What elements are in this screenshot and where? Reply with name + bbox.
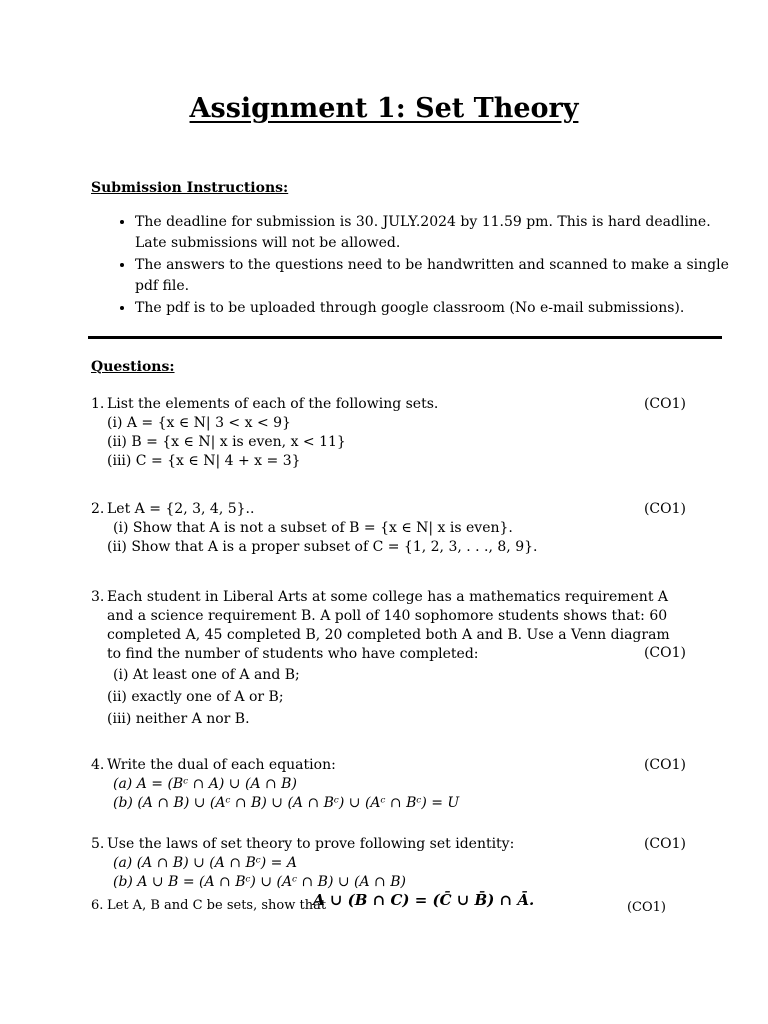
question-5: [91, 835, 686, 892]
question-text: Let A, B and C be sets, show that: [107, 898, 327, 913]
question-text: Write the dual of each equation:: [107, 757, 336, 773]
question-part: (iii) C = {x ∈ N| 4 + x = 3}: [107, 453, 301, 469]
question-number: 5.: [91, 836, 105, 852]
question-text: List the elements of each of the following sets.: [107, 396, 439, 412]
course-outcome-label: (CO1): [643, 501, 686, 517]
instruction-item: • The pdf is to be uploaded through google classroom (No e-mail submissions).: [135, 298, 735, 319]
submission-instructions-list: [91, 212, 735, 320]
section-divider: [88, 336, 722, 339]
course-outcome-label: (CO1): [643, 836, 686, 852]
question-part: (ii) exactly one of A or B;: [107, 689, 284, 705]
question-part: (i) Show that A is not a subset of B = {x ∈ N| x is even}.: [113, 520, 513, 536]
question-number: 6.: [91, 898, 104, 913]
course-outcome-label: (CO1): [643, 757, 686, 773]
question-4: [91, 756, 686, 813]
question-number: 1.: [91, 396, 105, 412]
question-1: [91, 395, 686, 471]
question-part: (i) At least one of A and B;: [113, 667, 300, 683]
question-text: Use the laws of set theory to prove following set identity:: [107, 836, 515, 852]
question-number: 4.: [91, 757, 105, 773]
set-identity-formula: A ∪ (B ∩ C) = (C̄ ∪ B̄) ∩ Ā.: [313, 891, 535, 909]
course-outcome-label: (CO1): [626, 900, 666, 915]
question-3: [91, 588, 686, 730]
instruction-item: • The answers to the questions need to be handwritten and scanned to make a single pdf file.: [135, 255, 735, 297]
page-title: Assignment 1: Set Theory: [189, 93, 579, 124]
question-text: Let A = {2, 3, 4, 5}..: [107, 501, 255, 517]
questions-heading: Questions:: [91, 359, 175, 375]
question-number: 3.: [91, 589, 105, 605]
submission-heading: Submission Instructions:: [91, 180, 289, 196]
question-part: (a) (A ∩ B) ∪ (A ∩ Bᶜ) = A: [113, 855, 297, 871]
course-outcome-label: (CO1): [643, 396, 686, 412]
question-6: [91, 891, 686, 915]
question-2: [91, 500, 686, 557]
question-part: (b) (A ∩ B) ∪ (Aᶜ ∩ B) ∪ (A ∩ Bᶜ) ∪ (Aᶜ ∩ Bᶜ) = U: [113, 795, 460, 811]
question-part: (ii) Show that A is a proper subset of C = {1, 2, 3, . . ., 8, 9}.: [107, 539, 538, 555]
instruction-item: • The deadline for submission is 30. JULY.2024 by 11.59 pm. This is hard deadline. Late submissions will not be allowed.: [135, 212, 735, 254]
question-part: (iii) neither A nor B.: [107, 711, 250, 727]
question-part: (i) A = {x ∈ N| 3 < x < 9}: [107, 415, 291, 431]
course-outcome-label: (CO1): [643, 645, 686, 661]
question-part: (ii) B = {x ∈ N| x is even, x < 11}: [107, 434, 346, 450]
question-part: (a) A = (Bᶜ ∩ A) ∪ (A ∩ B): [113, 776, 297, 792]
question-part: (b) A ∪ B = (A ∩ Bᶜ) ∪ (Aᶜ ∩ B) ∪ (A ∩ B): [113, 874, 406, 890]
question-text: Each student in Liberal Arts at some college has a mathematics requirement A and a science requirement B. A poll of 140 sophomore students shows that: 60 completed A, 45 completed B, 20 completed both A and B. Use a Venn diagram to find the number of students who have completed:: [107, 589, 670, 662]
question-number: 2.: [91, 501, 105, 517]
